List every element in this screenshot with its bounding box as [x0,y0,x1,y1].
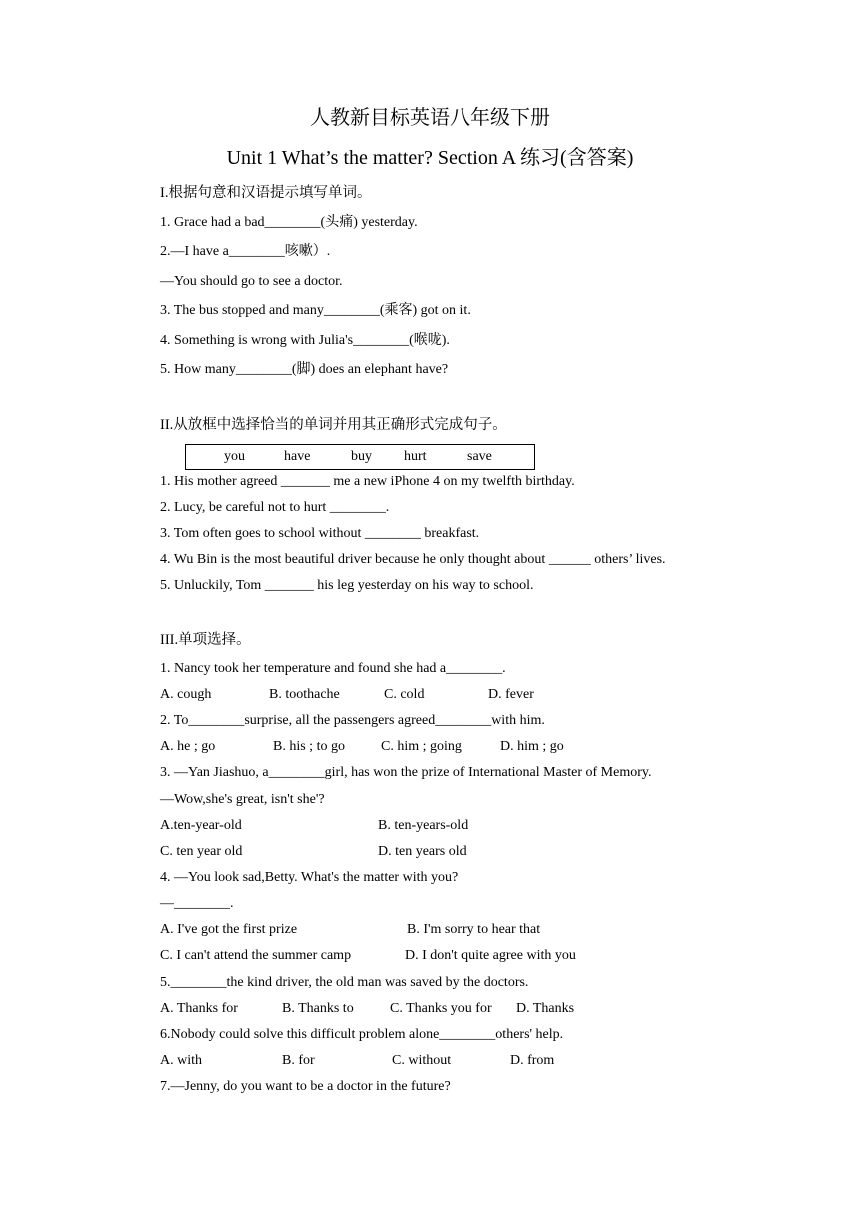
s3-q4-options-row2 [160,947,760,965]
s2-question-5: 5. Unluckily, Tom _______ his leg yesterday on his way to school. [160,578,534,593]
s1-question-3: 3. The bus stopped and many________(乘客) got on it. [160,303,471,318]
section-1-heading: I.根据句意和汉语提示填写单词。 [160,185,372,201]
option-b: B. Thanks to [282,1001,354,1016]
s3-question-4: 4. —You look sad,Betty. What's the matter with you? [160,870,459,885]
s3-question-4-reply: —________. [160,896,234,911]
option-a: A. he ; go [160,739,216,754]
s1-question-4: 4. Something is wrong with Julia's________(喉咙). [160,333,450,348]
option-d: D. fever [488,687,534,702]
option-b: B. ten-years-old [378,818,469,833]
s3-q6-options [160,1052,760,1070]
word-bank-item: hurt [404,449,427,464]
s1-question-2-reply: —You should go to see a doctor. [160,274,343,289]
option-a: A. cough [160,687,212,702]
s2-question-3: 3. Tom often goes to school without ________ breakfast. [160,526,480,541]
s2-question-2: 2. Lucy, be careful not to hurt ________. [160,500,390,515]
s3-q4-options-row1 [160,921,760,939]
s1-question-2: 2.—I have a________咳嗽）. [160,244,331,259]
option-c: C. him ; going [381,739,462,754]
s3-question-5: 5.________the kind driver, the old man was saved by the doctors. [160,975,529,990]
option-a: A. with [160,1053,202,1068]
page-title: 人教新目标英语八年级下册 [310,107,550,129]
s2-question-4: 4. Wu Bin is the most beautiful driver because he only thought about ______ others’ lives. [160,552,666,567]
option-b: B. his ; to go [273,739,345,754]
option-c: C. ten year old [160,844,243,859]
option-c: C. Thanks you for [390,1001,492,1016]
option-a: A. Thanks for [160,1001,238,1016]
word-bank-item: buy [351,449,372,464]
option-b: B. I'm sorry to hear that [407,922,541,937]
option-d: D. from [510,1053,555,1068]
option-d: D. ten years old [378,844,467,859]
s3-q3-options-row2 [160,843,760,861]
s3-q3-options-row1 [160,817,760,835]
option-b: B. for [282,1053,315,1068]
option-b: B. toothache [269,687,340,702]
section-2-heading: II.从放框中选择恰当的单词并用其正确形式完成句子。 [160,417,507,433]
option-a: A. I've got the first prize [160,922,298,937]
option-d: D. I don't quite agree with you [405,948,576,963]
word-bank-box [185,444,535,470]
option-a: A.ten-year-old [160,818,242,833]
s3-question-3-reply: —Wow,she's great, isn't she'? [160,792,325,807]
option-d: D. him ; go [500,739,564,754]
s1-question-5: 5. How many________(脚) does an elephant have? [160,362,449,377]
word-bank-item: have [284,449,311,464]
s3-q5-options [160,1000,760,1018]
s3-question-1: 1. Nancy took her temperature and found she had a________. [160,661,506,676]
option-c: C. I can't attend the summer camp [160,948,352,963]
option-c: C. without [392,1053,452,1068]
s2-question-1: 1. His mother agreed _______ me a new iPhone 4 on my twelfth birthday. [160,474,575,489]
option-d: D. Thanks [516,1001,575,1016]
word-bank-item: save [467,449,492,464]
section-3-heading: III.单项选择。 [160,632,251,648]
page-subtitle: Unit 1 What’s the matter? Section A 练习(含答案) [226,147,634,169]
s3-q2-options [160,738,760,756]
s3-question-2: 2. To________surprise, all the passengers agreed________with him. [160,713,545,728]
s3-question-7: 7.—Jenny, do you want to be a doctor in the future? [160,1079,451,1094]
s3-q1-options [160,686,760,704]
word-bank-item: you [224,449,245,464]
option-c: C. cold [384,687,425,702]
s1-question-1: 1. Grace had a bad________(头痛) yesterday. [160,215,418,230]
s3-question-6: 6.Nobody could solve this difficult problem alone________others' help. [160,1027,564,1042]
s3-question-3: 3. —Yan Jiashuo, a________girl, has won the prize of International Master of Memory. [160,765,652,780]
